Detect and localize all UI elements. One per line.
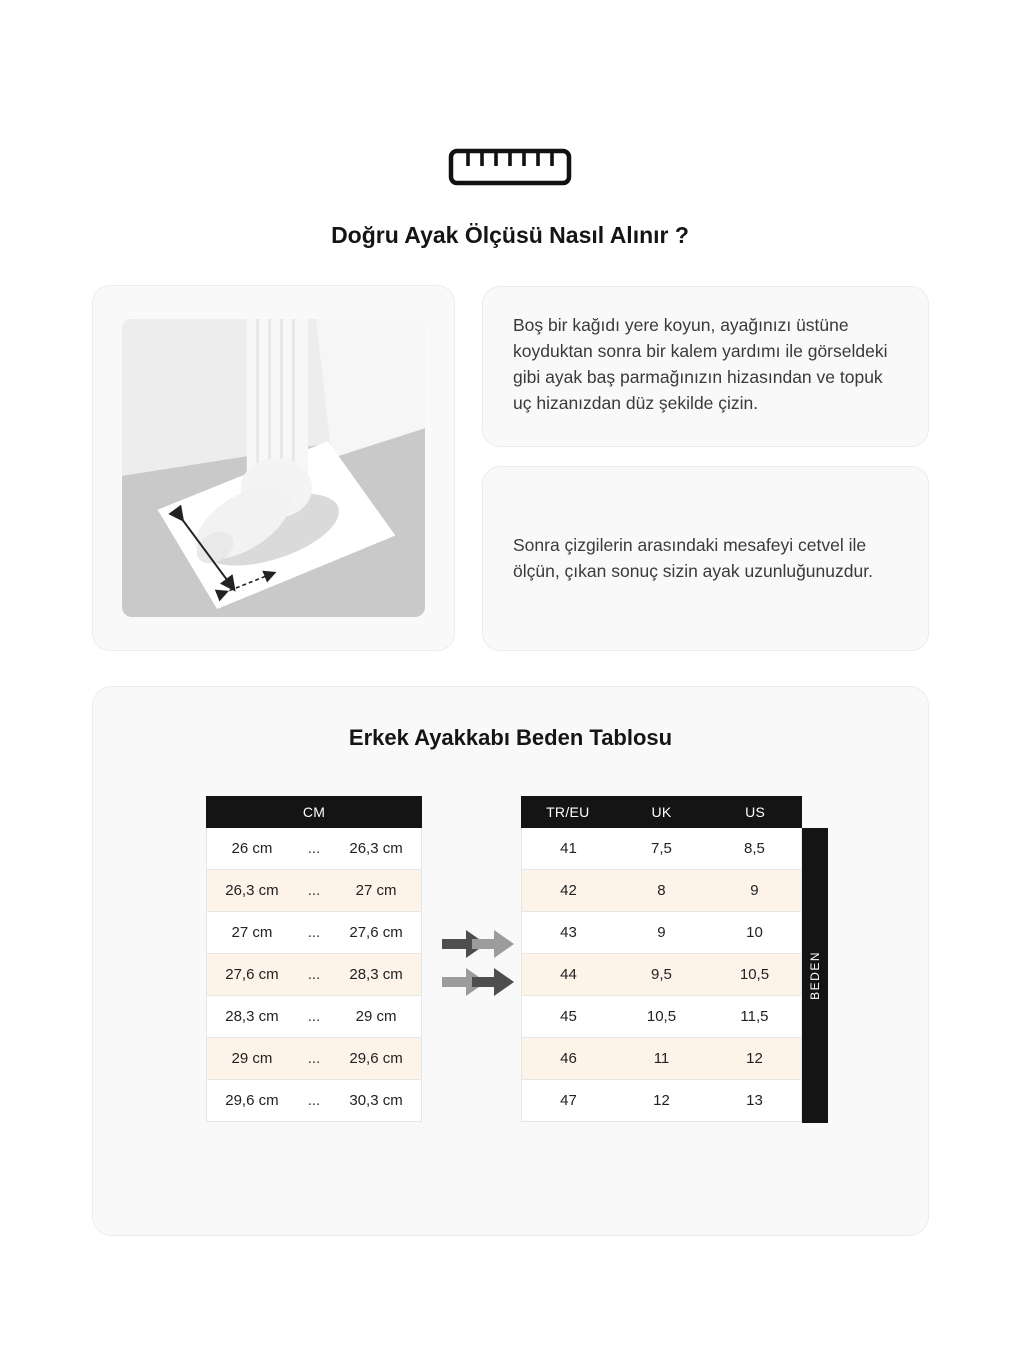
dots-separator: ...	[307, 966, 321, 983]
uk-header: UK	[651, 804, 672, 820]
cm-from-cell: 27 cm	[231, 924, 273, 941]
cm-from-cell: 26,3 cm	[225, 882, 279, 899]
instruction-step-1: Boş bir kağıdı yere koyun, ayağınızı üstüne koyduktan sonra bir kalem yardımı ile görseldeki gibi ayak baş parmağınızın hizasından ve topuk uç hizanızdan düz şekilde çizin.	[513, 315, 888, 413]
table-row	[206, 912, 422, 954]
instruction-card-2	[482, 466, 929, 651]
size-conversion-table	[521, 796, 802, 1122]
uk-cell: 11	[653, 1050, 670, 1067]
tr-eu-cell: 41	[560, 840, 577, 857]
instruction-card-1	[482, 286, 929, 447]
table-row	[206, 828, 422, 870]
cm-to-cell: 27 cm	[355, 882, 397, 899]
table-row	[206, 1038, 422, 1080]
cm-header-label: CM	[302, 804, 326, 820]
us-cell: 12	[746, 1050, 763, 1067]
uk-cell: 12	[653, 1092, 670, 1109]
beden-side-label: BEDEN	[802, 828, 828, 1123]
us-cell: 10	[746, 924, 763, 941]
tr-eu-cell: 45	[560, 1008, 577, 1025]
dots-separator: ...	[307, 1092, 321, 1109]
uk-cell: 9,5	[651, 966, 672, 983]
cm-to-cell: 28,3 cm	[349, 966, 403, 983]
tr-eu-cell: 44	[560, 966, 577, 983]
size-chart-card	[92, 686, 929, 1236]
table-row	[521, 996, 802, 1038]
dots-separator: ...	[307, 882, 321, 899]
us-cell: 8,5	[744, 840, 765, 857]
table-row	[521, 828, 802, 870]
foot-measurement-photo	[122, 319, 425, 617]
size-table-header	[521, 796, 802, 828]
dots-separator: ...	[307, 1008, 321, 1025]
uk-cell: 10,5	[646, 1008, 677, 1025]
tr-eu-cell: 43	[560, 924, 577, 941]
uk-cell: 7,5	[651, 840, 672, 857]
table-row	[521, 1038, 802, 1080]
table-row	[521, 1080, 802, 1122]
cm-table	[206, 796, 422, 1122]
uk-cell: 9	[657, 924, 666, 941]
cm-to-cell: 27,6 cm	[349, 924, 403, 941]
us-cell: 13	[746, 1092, 763, 1109]
cm-to-cell: 26,3 cm	[349, 840, 403, 857]
cm-from-cell: 28,3 cm	[225, 1008, 279, 1025]
dots-separator: ...	[307, 1050, 321, 1067]
tr-eu-cell: 42	[560, 882, 577, 899]
uk-cell: 8	[657, 882, 666, 899]
dots-separator: ...	[307, 840, 321, 857]
table-row	[206, 1080, 422, 1122]
table-row	[521, 912, 802, 954]
table-row	[206, 996, 422, 1038]
double-arrow-right-icon	[440, 923, 520, 1001]
size-chart-title: Erkek Ayakkabı Beden Tablosu	[348, 725, 673, 750]
cm-from-cell: 29,6 cm	[225, 1092, 279, 1109]
us-cell: 11,5	[740, 1008, 769, 1025]
table-row	[206, 954, 422, 996]
cm-from-cell: 26 cm	[231, 840, 273, 857]
ruler-icon	[448, 148, 572, 191]
us-cell: 10,5	[739, 966, 770, 983]
page-title: Doğru Ayak Ölçüsü Nasıl Alınır ?	[331, 222, 689, 248]
photo-card	[92, 285, 455, 651]
cm-from-cell: 27,6 cm	[225, 966, 279, 983]
table-row	[521, 870, 802, 912]
cm-to-cell: 29,6 cm	[349, 1050, 403, 1067]
tr-eu-cell: 47	[560, 1092, 577, 1109]
instruction-step-2: Sonra çizgilerin arasındaki mesafeyi cetvel ile ölçün, çıkan sonuç sizin ayak uzunluğunuzdur.	[513, 534, 873, 581]
us-header: US	[745, 804, 766, 820]
table-row	[521, 954, 802, 996]
cm-to-cell: 30,3 cm	[349, 1092, 403, 1109]
cm-table-header	[206, 796, 422, 828]
cm-from-cell: 29 cm	[231, 1050, 273, 1067]
table-row	[206, 870, 422, 912]
tr-eu-header: TR/EU	[546, 804, 590, 820]
cm-to-cell: 29 cm	[355, 1008, 397, 1025]
us-cell: 9	[750, 882, 759, 899]
dots-separator: ...	[307, 924, 321, 941]
tr-eu-cell: 46	[560, 1050, 577, 1067]
